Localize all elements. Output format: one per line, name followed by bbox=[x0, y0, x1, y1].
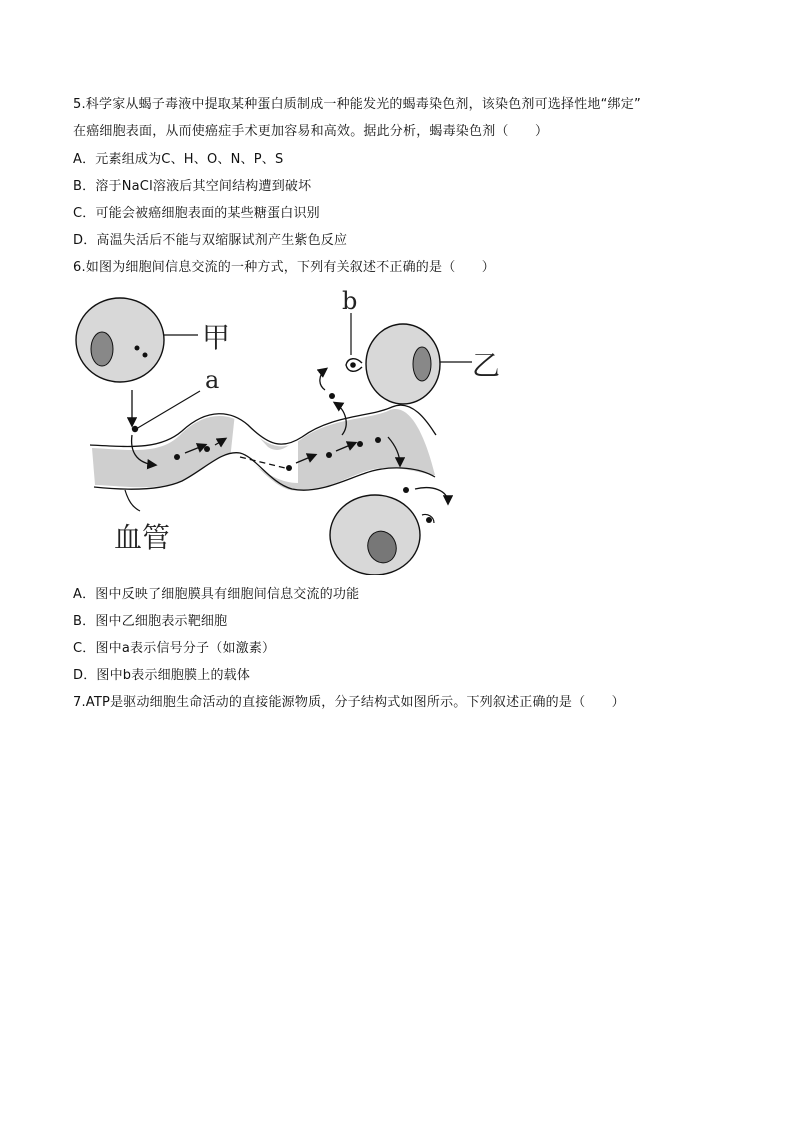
label-yi: 乙 bbox=[472, 349, 501, 382]
cell-signaling-diagram bbox=[70, 285, 510, 575]
question-5-line-2: 在癌细胞表面，从而使癌症手术更加容易和高效。据此分析，蝎毒染色剂（ ） bbox=[73, 124, 549, 139]
question-5-line-1: 5.科学家从蝎子毒液中提取某种蛋白质制成一种能发光的蝎毒染色剂，该染色剂可选择性地“绑定” bbox=[73, 97, 641, 112]
cell-yi bbox=[346, 313, 472, 404]
question-6-stem: 6.如图为细胞间信息交流的一种方式，下列有关叙述不正确的是（ ） bbox=[73, 260, 496, 275]
question-6-option-b: B．图中乙细胞表示靶细胞 bbox=[73, 614, 228, 629]
question-5-option-d: D．高温失活后不能与双缩脲试剂产生紫色反应 bbox=[73, 233, 348, 248]
question-6-option-a: A．图中反映了细胞膜具有细胞间信息交流的功能 bbox=[73, 587, 360, 602]
question-5-option-b: B．溶于NaCl溶液后其空间结构遭到破坏 bbox=[73, 179, 312, 194]
label-b: b bbox=[342, 287, 358, 315]
question-7-stem: 7.ATP是驱动细胞生命活动的直接能源物质，分子结构式如图所示。下列叙述正确的是（ ） bbox=[73, 695, 625, 710]
cell-bottom bbox=[330, 495, 434, 575]
question-6-option-c: C．图中a表示信号分子（如激素） bbox=[73, 641, 276, 656]
question-5-option-a: A．元素组成为C、H、O、N、P、S bbox=[73, 152, 284, 167]
cell-jia bbox=[76, 298, 198, 382]
label-a: a bbox=[205, 366, 220, 394]
question-5-option-c: C．可能会被癌细胞表面的某些糖蛋白识别 bbox=[73, 206, 320, 221]
label-jia: 甲 bbox=[202, 321, 231, 354]
cell-signaling-figure bbox=[70, 285, 510, 575]
label-blood-vessel: 血管 bbox=[114, 521, 171, 554]
question-6-option-d: D．图中b表示细胞膜上的载体 bbox=[73, 668, 251, 683]
